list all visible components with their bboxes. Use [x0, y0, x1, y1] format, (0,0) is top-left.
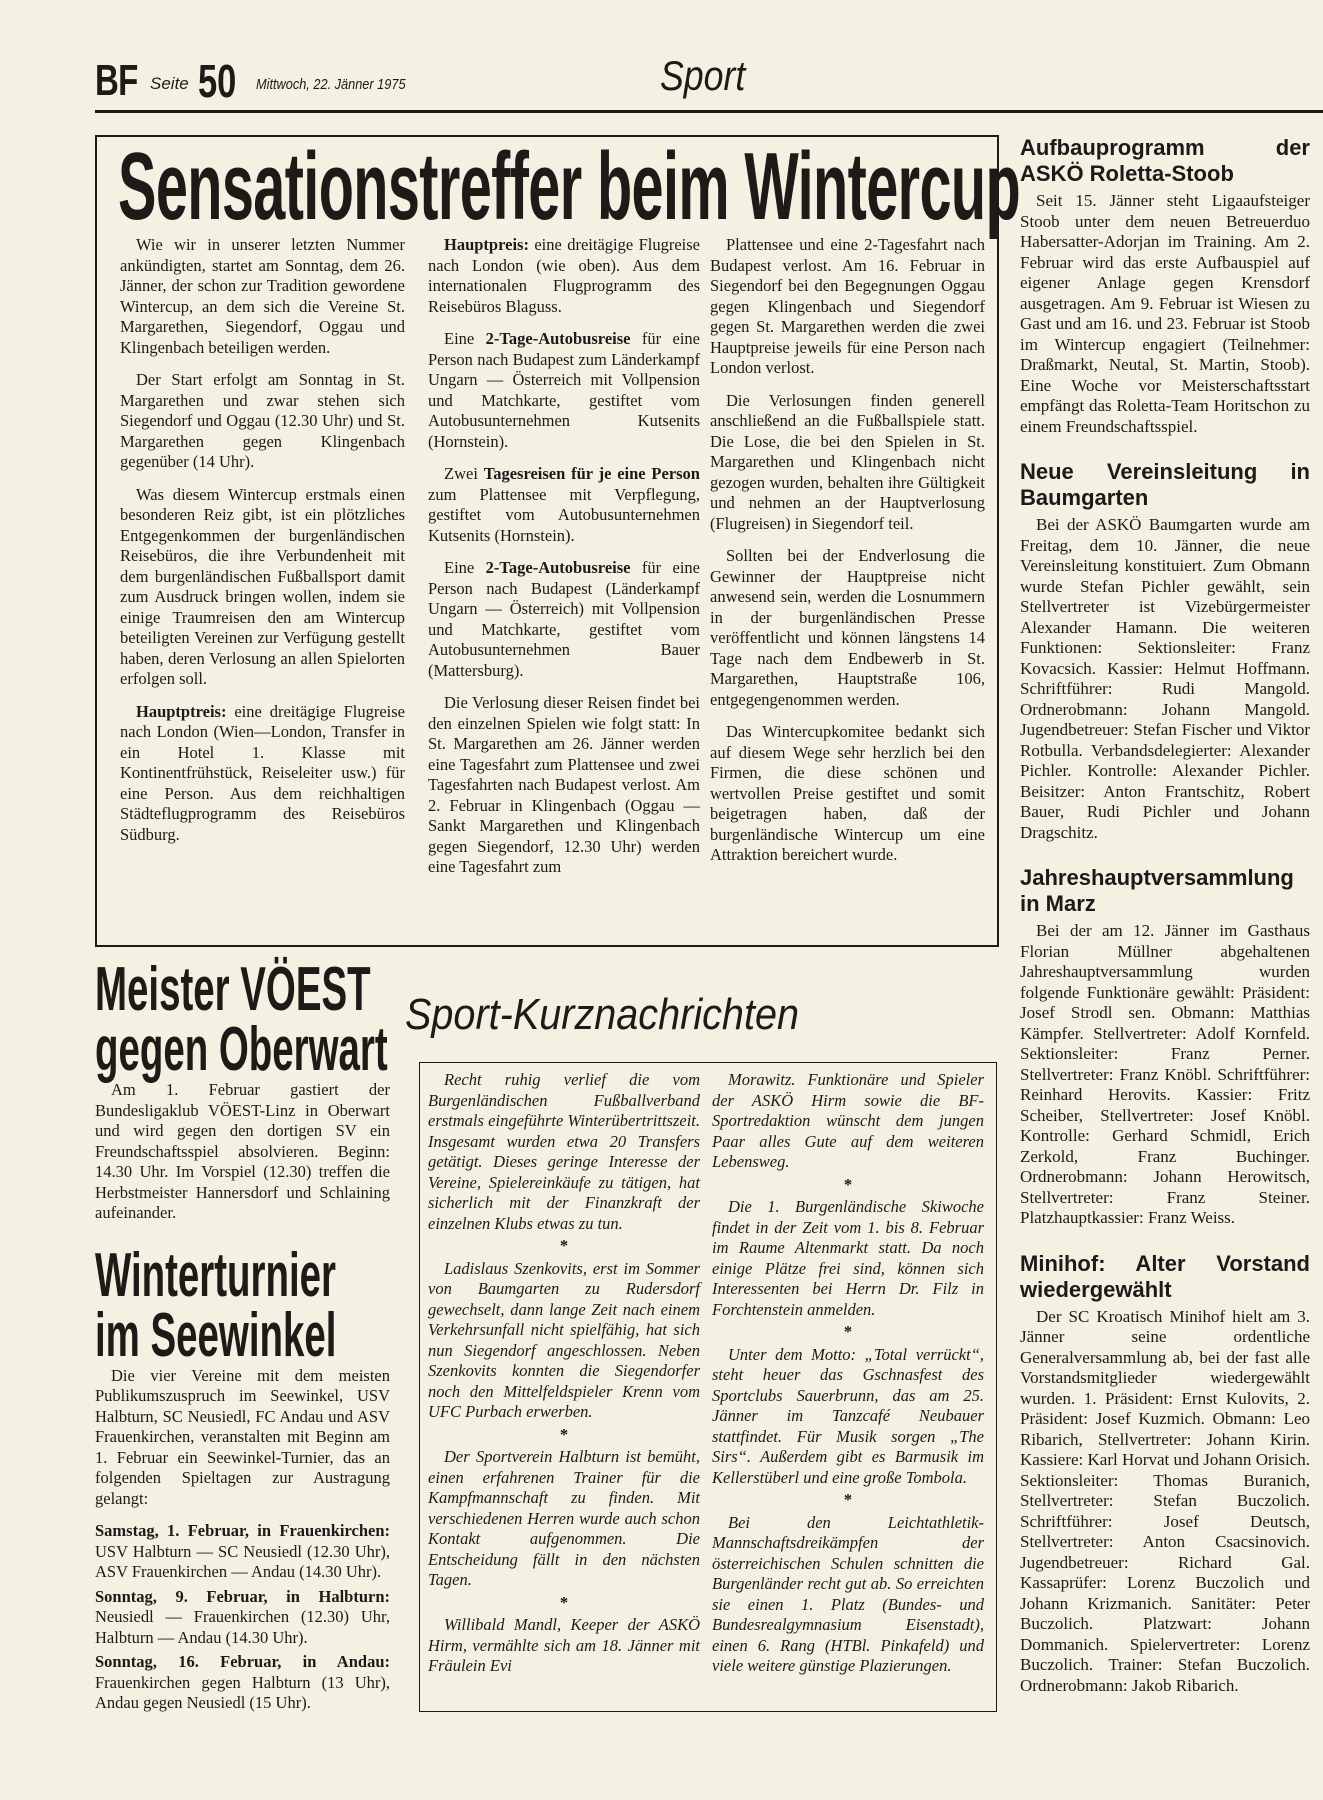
- main-article-column-1: [120, 235, 405, 857]
- bold-lead-text: Tagesreisen für je eine Person: [483, 464, 700, 483]
- paragraph-text: Wie wir in unserer letzten Nummer ankündigten, startet am Sonntag, dem 26. Jänner, der schon zur Tradition gewordene Wintercup, an dem sich die Vereine St. Margarethen, Siegendorf, Oggau und Klingenbach beteiligen werden.: [120, 235, 405, 357]
- kurznachrichten-column-2: [712, 1070, 984, 1677]
- bold-lead-text: Samstag, 1. Februar, in Frauenkirchen:: [95, 1521, 390, 1540]
- paragraph: [428, 464, 700, 546]
- paragraph-text: Das Wintercupkomitee bedankt sich auf diesem Wege sehr herzlich bei den Firmen, die diese schönen und wertvollen Preise gestiftet und somit beigetragen haben, daß der burgenländische Wintercup um eine Attraktion bereichert wurde.: [710, 722, 985, 864]
- left-bottom-column: [95, 955, 390, 1736]
- paragraph-text: für eine Person nach Budapest zum Länderkampf Ungarn — Österreich mit Vollpension und Matchkarte, gestiftet vom Autobusunternehmen Kutsenits (Hornstein).: [428, 329, 700, 451]
- paragraph-text: Bei der ASKÖ Baumgarten wurde am Freitag, dem 10. Jänner, die neue Vereinsleitung konstituiert. Zum Obmann wurde Stefan Pichler gewählt, sein Stellvertreter ist Vizebürgermeister Alexander Hamann. Die weiteren Funktionen: Sektionsleiter: Franz Kovacsich. Kassier: Helmut Hoffmann. Schriftführer: Rudi Mangold. Ordnerobmann: Johann Mangold. Jugendbetreuer: Stefan Fischer und Viktor Rotbulla. Verbandsdelegierter: Alexander Pichler. Kontrolle: Alexander Pichler. Beisitzer: Anton Frantschitz, Robert Bauer, Rudi Pichler und Johann Dragschitz.: [1020, 515, 1310, 842]
- news-item: [95, 955, 390, 1224]
- paragraph-text: Zwei: [444, 464, 484, 483]
- paragraph-text: Sollten bei der Endverlosung die Gewinner der Hauptpreise nicht anwesend sein, werden die Losnummern in der burgenländischen Presse veröffentlicht und können längstens 14 Tage nach dem Endbewerb in St. Margarethen, Hauptstraße 106, entgegengenommen werden.: [710, 546, 985, 709]
- bold-lead-text: Hauptptreis:: [136, 701, 227, 721]
- short-news-item: Die 1. Burgenländische Skiwoche findet in der Zeit vom 1. bis 8. Februar im Raume Altenmarkt statt. Da noch einige Plätze frei sind, können sich Interessenten bei Herrn Dr. Filz in Forchtenstein anmelden.: [712, 1197, 984, 1319]
- paragraph-text: Seit 15. Jänner steht Ligaaufsteiger Stoob unter dem neuen Betreuerduo Habersatter-Adorjan im Training. Am 2. Februar wird das erste Aufbauspiel auf eigener Anlage gegen Krensdorf ausgetragen. Am 9. Februar ist Wiesen zu Gast und am 16. und 23. Februar ist Stoob im Wintercup engagiert (Teilnehmer: Draßmarkt, Neutal, St. Martin, Stoob). Eine Woche vor Meisterschaftsstart empfängt das Roletta-Team Horitschon zu einem Freundschaftsspiel.: [1020, 191, 1310, 436]
- paragraph-text: Was diesem Wintercup erstmals einen besonderen Reiz gibt, ist ein plötzliches Entgegenkommen der burgenländischen Reisebüros, die ihre Verbundenheit mit dem burgenländischen Fußballsport damit zum Ausdruck bringen wollen, indem sie einige Traumreisen den am Wintercup beteiligten Vereinen zur Verfügung gestellt haben, deren Verlosung an allen Spielorten erfolgen soll.: [120, 484, 405, 688]
- main-article-column-3: [710, 235, 985, 878]
- news-headline-line: im Seewinkel: [95, 1300, 337, 1370]
- paragraph: [1020, 191, 1310, 437]
- short-news-item: Unter dem Motto: „Total verrückt“, steht heuer das Gschnasfest des Sportclubs Sauerbrunn, das am 25. Jänner im Tanzcafé Neubauer stattfindet. Für Musik sorgen „The Sirs“. Außerdem gibt es Barmusik im Kellerstüberl und eine große Tombola.: [712, 1344, 984, 1487]
- paragraph: [1020, 921, 1310, 1229]
- short-news-item: Bei den Leichtathletik-Mannschaftsdreikämpfen der österreichischen Schulen schnitten die Burgenländer recht gut ab. So erreichten sie einen 1. Platz (Bundes- und Bundesrealgymnasium Eisenstadt), einen 6. Rang (HTBl. Pinkafeld) und viele weitere günstige Plazierungen.: [712, 1512, 984, 1675]
- paragraph-text: Der Start erfolgt am Sonntag in St. Margarethen und zwar stehen sich Siegendorf und Oggau (12.30 Uhr) und St. Margarethen gegen Klingenbach gegenüber (14 Uhr).: [120, 370, 405, 471]
- news-item: [1020, 459, 1310, 843]
- short-news-item: Morawitz. Funktionäre und Spieler der ASKÖ Hirm sowie die BF-Sportredaktion wünscht dem jungen Paar alles Gute auf dem weiteren Lebensweg.: [712, 1070, 984, 1171]
- separator-star: *: [559, 1236, 569, 1255]
- news-headline: Minihof: Alter Vorstand wiedergewählt: [1020, 1250, 1310, 1302]
- paragraph: [428, 693, 700, 878]
- paragraph: [710, 546, 985, 710]
- bold-lead-text: Hauptpreis:: [444, 235, 529, 254]
- page-number: 50: [198, 55, 237, 107]
- kurznachrichten-column-1: [428, 1070, 700, 1677]
- right-column: [1020, 135, 1310, 1718]
- paragraph: [1020, 515, 1310, 843]
- main-article-column-2: [428, 235, 700, 890]
- paragraph: [428, 329, 700, 452]
- paragraph: [428, 235, 700, 317]
- paragraph-text: für eine Person nach Budapest (Länderkampf Ungarn — Österreich) mit Vollpension und Matchkarte, gestiftet vom Autobusunternehmen Bauer (Mattersburg).: [428, 558, 700, 680]
- paragraph-text: Plattensee und eine 2-Tagesfahrt nach Budapest verlost. Am 16. Februar in Siegendorf bei den Begegnungen Oggau gegen Klingenbach und Siegendorf gegen St. Margarethen werden die zwei Hauptpreise jeweils für eine Person nach London verlost.: [710, 235, 985, 377]
- paragraph-text: Die vier Vereine mit dem meisten Publikumszuspruch im Seewinkel, USV Halbturn, SC Neusiedl, FC Andau und ASV Frauenkirchen, veranstalten mit Beginn am 1. Februar ein Seewinkel-Turnier, das an folgenden Spieltagen zur Austragung gelangt:: [95, 1365, 390, 1508]
- paragraph: [95, 1080, 390, 1224]
- short-news-item: Recht ruhig verlief die vom Burgenländischen Fußballverband erstmals eingeführte Winterübertrittszeit. Insgesamt wurden etwa 20 Transfers getätigt. Dieses geringe Interesse der Vereine, Spielereinkäufe zu tätigen, hat sicherlich mit der Finanzkraft der einzelnen Klubs etwas zu tun.: [428, 1070, 700, 1233]
- separator-star: *: [843, 1322, 853, 1341]
- news-headline: Jahreshauptversammlung in Marz: [1020, 865, 1294, 916]
- news-headline: Aufbauprogramm der ASKÖ Roletta-Stoob: [1020, 135, 1310, 186]
- paragraph-text: Eine: [444, 329, 486, 348]
- paragraph-text: Am 1. Februar gastiert der Bundesligaklub VÖEST-Linz in Oberwart und wird gegen den dortigen SV ein Freundschaftsspiel absolvieren. Beginn: 14.30 Uhr. Im Vorspiel (12.30) treffen die Herbstmeister Hannersdorf und Schlaining aufeinander.: [95, 1080, 390, 1222]
- issue-date: Mittwoch, 22. Jänner 1975: [256, 76, 406, 93]
- news-headline-line: Meister VÖEST: [95, 955, 371, 1024]
- paragraph: [95, 1587, 390, 1649]
- paragraph-text: Bei der am 12. Jänner im Gasthaus Florian Müllner abgehaltenen Jahreshauptversammlung wurden folgende Funktionäre gewählt: Präsident: Josef Strodl sen. Obmann: Matthias Kämpfer. Stellvertreter: Adolf Kornfeld. Sektionsleiter: Franz Perner. Stellvertreter: Franz Knöbl. Schriftführer: Reinhard Herovits. Kassier: Fritz Scheiber, Stellvertreter: Josef Knöbl. Kontrolle: Gerhard Schmidl, Erich Zerkold, Franz Buchinger. Ordnerobmann: Johann Herowitsch, Stellvertreter: Franz Steiner. Platzhauptkassier: Franz Weiss.: [1020, 921, 1310, 1227]
- paragraph-text: Frauenkirchen gegen Halbturn (13 Uhr), Andau gegen Neusiedl (15 Uhr).: [95, 1672, 390, 1712]
- separator-star: *: [843, 1490, 853, 1509]
- paragraph-text: Die Verlosungen finden generell anschließend an die Fußballspiele statt. Die Lose, die bei den Spielen in St. Margarethen und Klingenbach nicht gezogen wurden, behalten ihre Gültigkeit und nehmen an der Hauptverlosung (Flugreisen) in Siegendorf teil.: [710, 390, 985, 533]
- short-news-item: Willibald Mandl, Keeper der ASKÖ Hirm, vermählte sich am 18. Jänner mit Fräulein Evi: [428, 1615, 700, 1675]
- paragraph: [710, 391, 985, 535]
- short-news-item: Ladislaus Szenkovits, erst im Sommer von Baumgarten zu Rudersdorf gewechselt, dann lange Zeit nach einem Verkehrsunfall nicht spielfähig, hat sich nun Siegendorf angeschlossen. Neben Szenkovits konnten die Siegendorfer noch den Mittelfeldspieler Krenn vom UFC Purbach erwerben.: [428, 1258, 700, 1421]
- bold-lead-text: 2-Tage-Autobusreise: [485, 329, 631, 348]
- paragraph-text: eine dreitägige Flugreise nach London (wie oben). Aus dem internationalen Flugprogramm des Reisebüros Blaguss.: [428, 235, 700, 316]
- paragraph: [710, 722, 985, 866]
- news-headline: Neue Vereinsleitung in Baumgarten: [1020, 459, 1310, 510]
- bold-lead-text: Sonntag, 16. Februar, in Andau:: [95, 1652, 390, 1671]
- paragraph-text: Neusiedl — Frauenkirchen (12.30) Uhr, Halbturn — Andau (14.30 Uhr).: [95, 1607, 390, 1647]
- separator-star: *: [843, 1174, 853, 1194]
- paragraph-text: zum Plattensee mit Verpflegung, gestiftet vom Autobusunternehmen Kutsenits (Hornstein).: [428, 484, 700, 545]
- paragraph: [710, 235, 985, 379]
- page-label: Seite: [150, 74, 189, 93]
- news-item: [1020, 135, 1310, 437]
- paragraph: [120, 485, 405, 690]
- news-headline-line: gegen Oberwart: [95, 1015, 388, 1084]
- paragraph: [95, 1366, 390, 1510]
- paragraph: [95, 1652, 390, 1714]
- news-item: [95, 1240, 390, 1714]
- paragraph-text: Die Verlosung dieser Reisen findet bei den einzelnen Spielen wie folgt statt: In St. Margarethen am 26. Jänner werden eine Tagesfahrt zum Plattensee und zwei Tagesfahrten nach Budapest verlost. Am 2. Februar in Klingenbach (Oggau — Sankt Margarethen und Klingenbach gegen Siegendorf, 12.30 Uhr) werden eine Tagesfahrt zum: [428, 693, 700, 876]
- section-title: Sport: [660, 52, 746, 99]
- news-item: [1020, 865, 1310, 1229]
- paragraph: [120, 702, 405, 846]
- separator-star: *: [559, 1424, 569, 1444]
- bold-lead-text: Sonntag, 9. Februar, in Halbturn:: [95, 1586, 390, 1606]
- paragraph-text: eine dreitägige Flugreise nach London (Wien—London, Transfer in ein Hotel 1. Klasse mit Kontinentfrühstück, Reiseleiter usw.) für eine Person. Aus dem reichhaltigen Städteflugprogramm des Reisebüros Südburg.: [120, 701, 405, 844]
- news-headline-line: Winterturnier: [95, 1240, 336, 1310]
- bold-lead-text: 2-Tage-Autobusreise: [485, 558, 631, 577]
- header-rule: [95, 110, 1323, 113]
- kurznachrichten-title: Sport-Kurznachrichten: [405, 990, 799, 1039]
- paragraph-text: Eine: [444, 558, 486, 577]
- paragraph: [1020, 1307, 1310, 1697]
- paragraph: [120, 235, 405, 358]
- newspaper-logo: BF: [95, 56, 138, 105]
- paragraph-text: Der SC Kroatisch Minihof hielt am 3. Jänner seine ordentliche Generalversammlung ab, bei der fast alle Vorstandsmitglieder wiedergewählt wurden. 1. Präsident: Ernst Kulovits, 2. Präsident: Josef Kuzmich. Obmann: Leo Ribarich, Stellvertreter: Johann Kirin. Kassiere: Karl Horvat und Johann Orisich. Sektionsleiter: Thomas Buranich, Stellvertreter: Stefan Buczolich. Schriftführer: Josef Deutsch, Stellvertreter: Anton Csacsinovich. Jugendbetreuer: Richard Gal. Kassaprüfer: Lorenz Buczolich und Johann Krizmanich. Sanitäter: Peter Buczolich. Platzwart: Johann Dommanich. Spielervertreter: Lorenz Buczolich. Trainer: Stefan Buczolich. Ordnerobmann: Jakob Ribarich.: [1020, 1306, 1310, 1695]
- short-news-item: Der Sportverein Halbturn ist bemüht, einen erfahrenen Trainer für die Kampfmannschaft zu finden. Mit verschiedenen Herren wurde auch schon Kontakt aufgenommen. Die Entscheidung fällt in den nächsten Tagen.: [428, 1447, 700, 1589]
- paragraph-text: USV Halbturn — SC Neusiedl (12.30 Uhr), ASV Frauenkirchen — Andau (14.30 Uhr).: [95, 1541, 390, 1581]
- separator-star: *: [559, 1592, 569, 1612]
- main-headline: Sensationstreffer beim Wintercup: [118, 133, 1021, 240]
- paragraph: [95, 1521, 390, 1583]
- paragraph: [428, 558, 700, 681]
- paragraph: [120, 370, 405, 473]
- news-item: [1020, 1251, 1310, 1697]
